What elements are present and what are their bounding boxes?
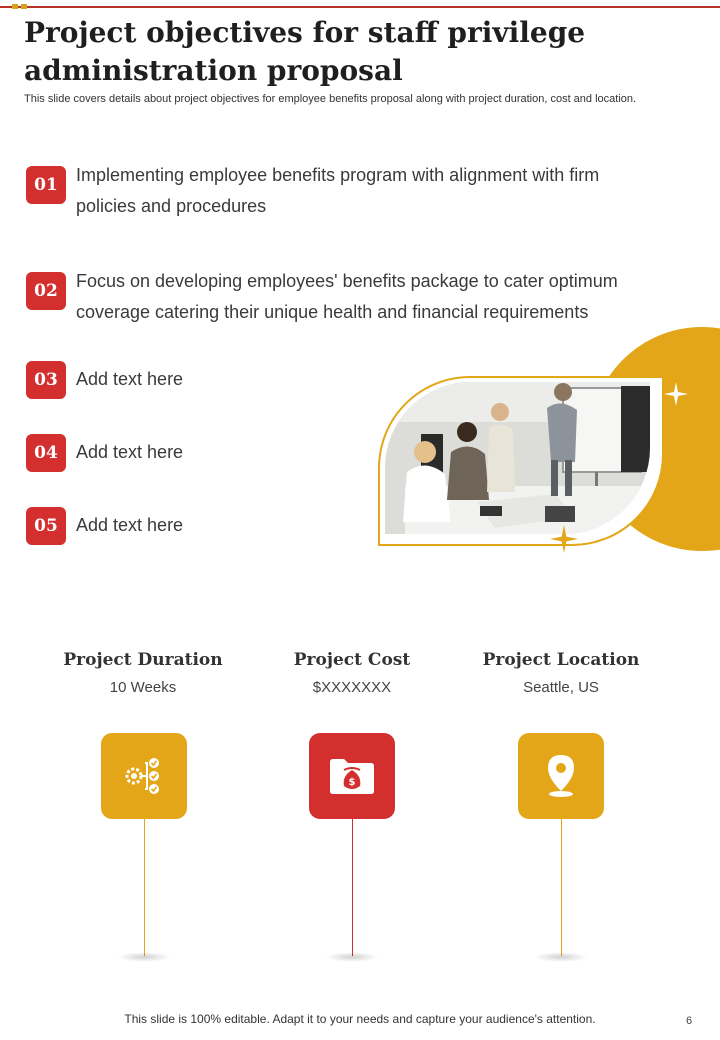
objective-number-badge: 02 xyxy=(26,272,66,310)
money-folder-icon xyxy=(328,756,376,796)
project-location-block xyxy=(481,648,641,696)
cost-stem xyxy=(352,819,353,956)
objective-text: Add text here xyxy=(76,369,184,389)
svg-text:$: $ xyxy=(348,777,356,788)
objective-text: Add text here xyxy=(76,515,184,535)
page-number: 6 xyxy=(686,1015,693,1027)
sparkle-icon xyxy=(664,382,688,406)
project-cost-heading: Project Cost xyxy=(293,650,411,670)
top-accent-square xyxy=(12,4,18,9)
project-location-value: Seattle, US xyxy=(523,679,599,696)
page-title: Project objectives for staff privilege administration proposal xyxy=(24,16,586,87)
stem-shadow xyxy=(117,952,171,962)
objective-text: Focus on developing employees' benefits package to cater optimum coverage catering their unique health and financial requirements xyxy=(76,271,618,322)
duration-icon-tile xyxy=(101,733,187,819)
project-cost-value: $XXXXXXX xyxy=(312,679,392,696)
objective-text: Add text here xyxy=(76,442,184,462)
objective-text: Implementing employee benefits program with alignment with firm policies and procedures xyxy=(76,165,600,216)
sparkle-icon xyxy=(550,524,578,554)
location-pin-icon xyxy=(541,753,581,799)
project-duration-heading: Project Duration xyxy=(63,650,223,670)
objective-number-badge: 01 xyxy=(26,166,66,204)
project-duration-value: 10 Weeks xyxy=(109,679,177,696)
top-accent-square xyxy=(21,4,27,9)
project-cost-block xyxy=(272,648,432,696)
meeting-photo xyxy=(385,382,650,534)
project-location-heading: Project Location xyxy=(482,650,640,670)
top-rule xyxy=(0,6,720,8)
timeline-checklist-icon xyxy=(121,753,167,799)
duration-stem xyxy=(144,819,145,956)
objective-number-badge: 05 xyxy=(26,507,66,545)
footer-note: This slide is 100% editable. Adapt it to your needs and capture your audience's attention. xyxy=(124,1012,596,1026)
cost-icon-tile xyxy=(309,733,395,819)
location-icon-tile xyxy=(518,733,604,819)
objective-number-badge: 03 xyxy=(26,361,66,399)
location-stem xyxy=(561,819,562,956)
project-duration-block xyxy=(63,648,223,696)
objective-number-badge: 04 xyxy=(26,434,66,472)
page-subtitle: This slide covers details about project objectives for employee benefits proposal along with project duration, cost and location. xyxy=(24,93,637,105)
stem-shadow xyxy=(534,952,588,962)
stem-shadow xyxy=(325,952,379,962)
